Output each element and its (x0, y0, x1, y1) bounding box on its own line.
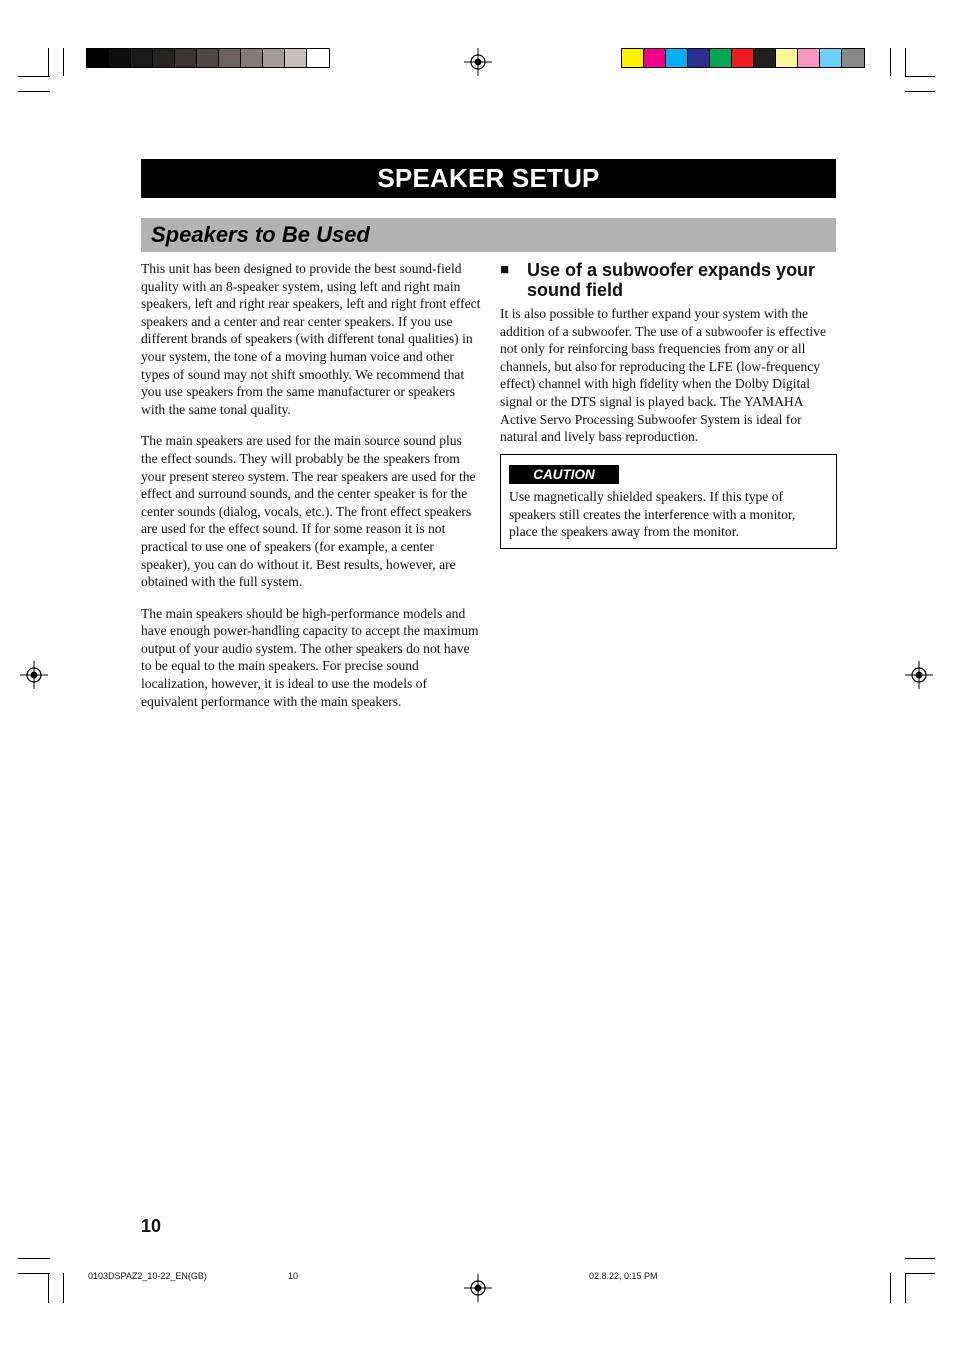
crop-mark (63, 48, 64, 76)
process-color-bar (621, 48, 865, 68)
color-swatch (732, 49, 754, 67)
color-swatch (666, 49, 688, 67)
page-title: SPEAKER SETUP (141, 159, 836, 198)
color-swatch (153, 49, 175, 67)
crop-mark (905, 91, 935, 92)
body-paragraph: The main speakers should be high-performance models and have enough power-handling capacity to accept the maximum output of your audio system. The other speakers do not have to be equal to the main speakers. For precise sound localization, however, it is ideal to use the models of equivalent performance with the main speakers. (141, 605, 479, 709)
crop-mark (890, 48, 891, 76)
color-swatch (263, 49, 285, 67)
color-swatch (175, 49, 197, 67)
square-bullet-icon: ■ (500, 261, 510, 278)
footer-file-name: 0103DSPAZ2_10-22_EN(GB) (88, 1271, 207, 1281)
color-swatch (776, 49, 798, 67)
body-paragraph: It is also possible to further expand your system with the addition of a subwoofer. The use of a subwoofer is effective not only for reinforcing bass frequencies from any or all channels, but also for reproducing the LFE (low-frequency effect) channel with high fidelity when the Dolby Digital signal or the DTS signal is played back. The YAMAHA Active Servo Processing Subwoofer System is ideal for natural and lively bass reproduction. (500, 306, 827, 445)
body-paragraph: This unit has been designed to provide the best sound-field quality with an 8-speaker system, using left and right main speakers, left and right rear speakers, left and right front effect speakers and a center and rear center speakers. If you use different brands of speakers (with different tonal qualities) in your system, the tone of a moving human voice and other types of sound may not shift smoothly. We recommend that you use speakers from the same manufacturer or speakers with the same tonal quality. (141, 261, 481, 417)
crop-mark (18, 76, 50, 77)
footer-sheet-number: 10 (288, 1271, 299, 1281)
crop-mark (905, 1258, 935, 1259)
color-swatch (644, 49, 666, 67)
color-swatch (820, 49, 842, 67)
color-swatch (798, 49, 820, 67)
color-swatch (131, 49, 153, 67)
crop-mark (48, 48, 49, 76)
section-heading: Speakers to Be Used (141, 218, 836, 252)
crop-mark (18, 91, 50, 92)
crop-mark (905, 76, 935, 77)
crop-mark (905, 1273, 906, 1303)
crop-mark (890, 1273, 891, 1303)
right-column (500, 260, 838, 446)
color-swatch (109, 49, 131, 67)
color-swatch (87, 49, 109, 67)
color-swatch (219, 49, 241, 67)
color-swatch (842, 49, 864, 67)
subheading (500, 260, 838, 300)
page-number: 10 (141, 1216, 162, 1236)
registration-mark-icon (464, 48, 492, 76)
registration-mark-icon (905, 661, 933, 689)
footer-timestamp: 02.8.22, 0:15 PM (589, 1271, 658, 1281)
color-swatch (688, 49, 710, 67)
left-column (141, 260, 481, 724)
registration-mark-icon (20, 661, 48, 689)
caution-label: CAUTION (509, 465, 619, 484)
color-swatch (241, 49, 263, 67)
color-swatch (197, 49, 219, 67)
crop-mark (48, 1273, 49, 1303)
color-swatch (710, 49, 732, 67)
color-swatch (307, 49, 329, 67)
caution-text: Use magnetically shielded speakers. If this type of speakers still creates the interference with a monitor, place the speakers away from the monitor. (509, 489, 796, 540)
crop-mark (905, 1273, 935, 1274)
grayscale-color-bar (86, 48, 330, 68)
body-paragraph: The main speakers are used for the main source sound plus the effect sounds. They will probably be the speakers from your present stereo system. The rear speakers are used for the effect and surround sounds, and the center speaker is for the center sounds (dialog, vocals, etc.). The front effect speakers are used for the effect sound. If for some reason it is not practical to use one of speakers (for example, a center speaker), you can do without it. Best results, however, are obtained with the full system. (141, 433, 476, 590)
color-swatch (622, 49, 644, 67)
crop-mark (905, 48, 906, 76)
crop-mark (18, 1273, 50, 1274)
caution-box (500, 454, 837, 549)
registration-mark-icon (464, 1274, 492, 1302)
color-swatch (754, 49, 776, 67)
crop-mark (63, 1273, 64, 1303)
subheading-text: Use of a subwoofer expands your sound field (527, 260, 816, 300)
crop-mark (18, 1258, 50, 1259)
color-swatch (285, 49, 307, 67)
